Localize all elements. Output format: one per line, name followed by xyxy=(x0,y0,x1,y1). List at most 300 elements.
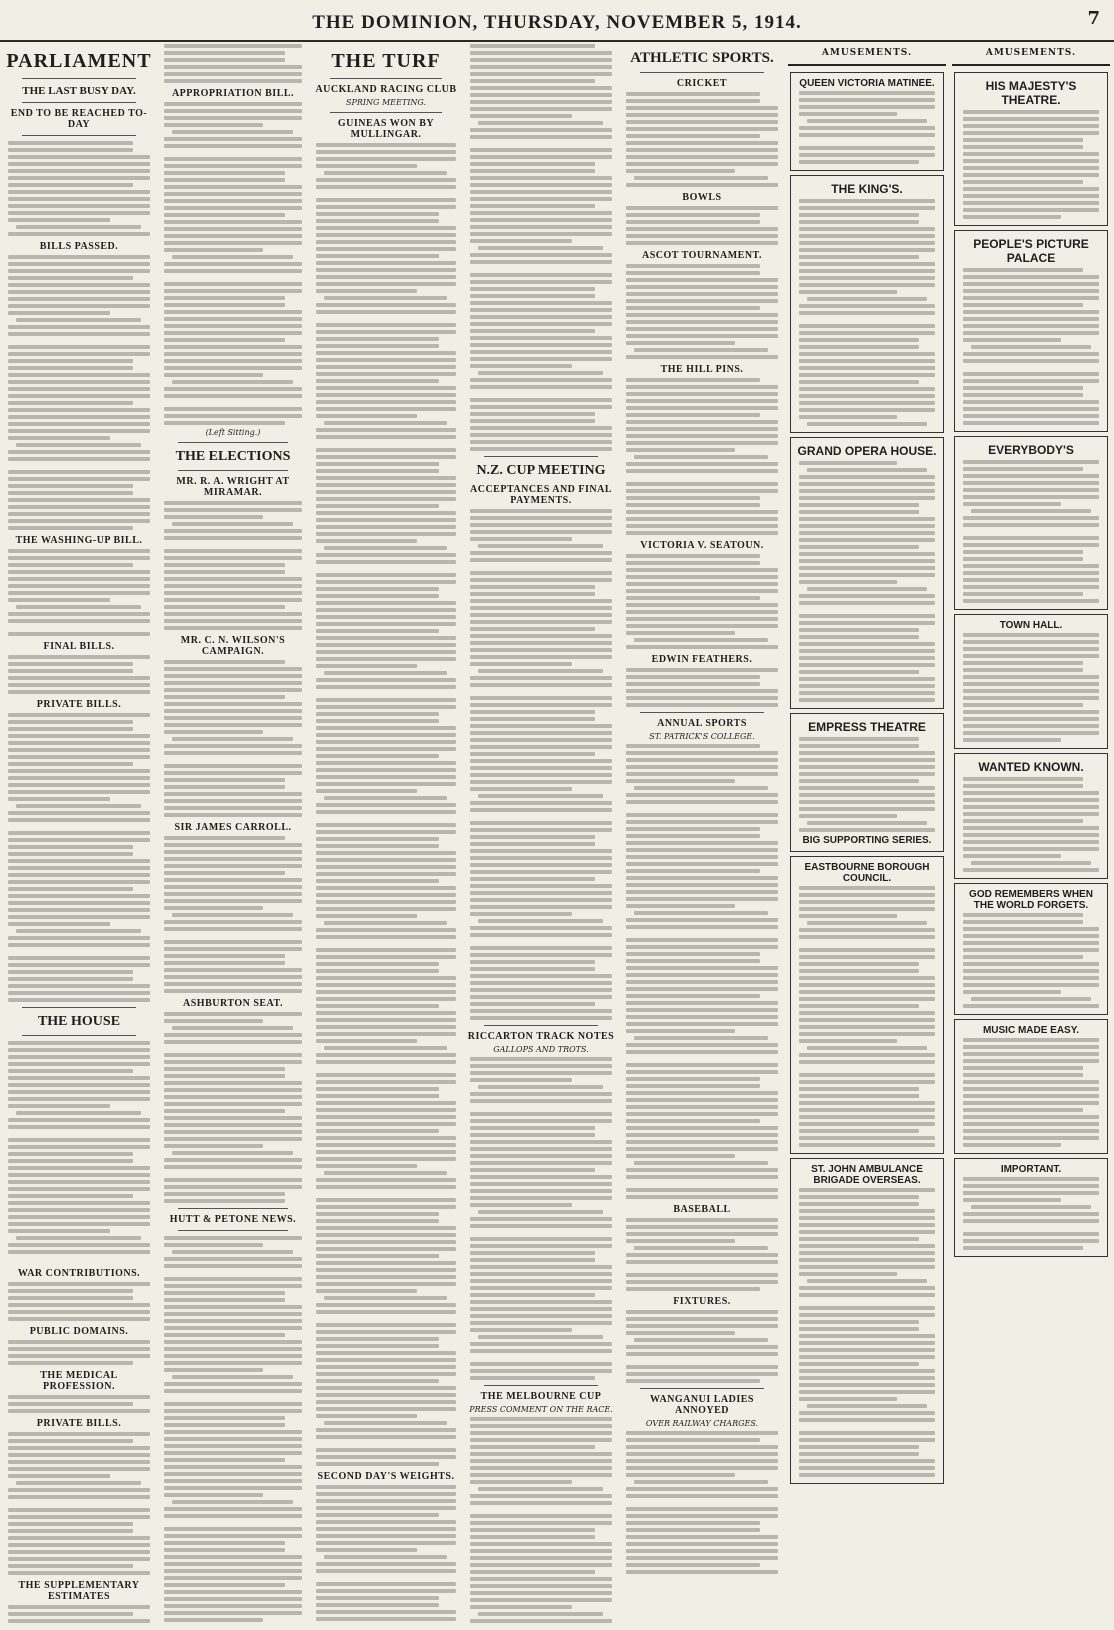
text-line xyxy=(316,1448,456,1452)
text-line xyxy=(799,900,935,904)
text-line xyxy=(164,199,302,203)
text-line xyxy=(626,427,778,431)
text-line xyxy=(316,539,417,543)
text-line xyxy=(164,1312,302,1316)
text-line xyxy=(626,531,778,535)
text-line xyxy=(963,138,1083,142)
text-line xyxy=(164,723,302,727)
text-line xyxy=(316,185,456,189)
text-line xyxy=(470,613,612,617)
text-line xyxy=(316,1178,456,1182)
text-line xyxy=(8,1048,150,1052)
subheading: GALLOPS AND TROTS. xyxy=(493,1045,589,1054)
text-line xyxy=(470,1328,572,1332)
text-line xyxy=(626,1175,778,1179)
text-line xyxy=(470,530,612,534)
text-line xyxy=(8,713,150,717)
text-line xyxy=(316,1379,439,1383)
text-line xyxy=(8,141,133,145)
text-line xyxy=(470,1362,612,1366)
article-heading: BOWLS xyxy=(682,192,722,203)
text-line xyxy=(799,969,919,973)
text-line xyxy=(799,1258,935,1262)
text-line xyxy=(316,643,456,647)
text-line xyxy=(316,504,439,508)
text-line xyxy=(164,1402,302,1406)
text-line xyxy=(963,194,1099,198)
text-line xyxy=(626,1310,778,1314)
text-line xyxy=(626,1273,778,1277)
text-line xyxy=(626,1140,778,1144)
text-line xyxy=(626,834,760,838)
subheading: OVER RAILWAY CHARGES. xyxy=(645,1419,759,1428)
text-line xyxy=(164,137,302,141)
text-line xyxy=(963,208,1099,212)
text-line xyxy=(8,1508,150,1512)
text-line xyxy=(316,685,456,689)
text-line xyxy=(470,585,595,589)
text-line xyxy=(478,1612,603,1616)
text-line xyxy=(316,1506,456,1510)
text-line xyxy=(316,754,439,758)
text-line xyxy=(316,344,439,348)
text-line xyxy=(164,570,285,574)
text-line xyxy=(626,1556,778,1560)
text-line xyxy=(799,290,897,294)
text-line xyxy=(16,443,141,447)
text-line xyxy=(316,1596,439,1600)
text-line xyxy=(8,1173,150,1177)
text-line xyxy=(470,1556,612,1560)
text-line xyxy=(799,146,935,150)
text-line xyxy=(8,332,150,336)
text-line xyxy=(470,1147,612,1151)
text-line xyxy=(470,190,612,194)
text-line xyxy=(8,505,150,509)
text-line xyxy=(626,271,760,275)
text-line xyxy=(626,1431,778,1435)
text-line xyxy=(164,899,302,903)
text-line xyxy=(164,1123,302,1127)
text-line xyxy=(634,1036,768,1040)
text-line xyxy=(470,1452,612,1456)
text-line xyxy=(164,338,285,342)
text-line xyxy=(316,310,456,314)
text-line xyxy=(799,311,935,315)
text-line xyxy=(164,185,302,189)
text-line xyxy=(470,280,612,284)
text-line xyxy=(626,841,778,845)
text-line xyxy=(8,1347,150,1351)
subheading: PRESS COMMENT ON THE RACE. xyxy=(469,1405,613,1414)
text-line xyxy=(164,345,302,349)
text-line xyxy=(316,143,456,147)
text-line xyxy=(799,997,935,1001)
text-line xyxy=(164,1486,302,1490)
text-line xyxy=(8,1619,150,1623)
text-line xyxy=(8,1138,150,1142)
text-line xyxy=(799,962,919,966)
text-line xyxy=(8,1118,150,1122)
text-line xyxy=(799,408,935,412)
text-line xyxy=(626,355,778,359)
text-line xyxy=(164,394,302,398)
text-line xyxy=(799,1230,935,1234)
text-line xyxy=(626,99,760,103)
text-line xyxy=(626,862,778,866)
text-line xyxy=(626,1022,778,1026)
text-line xyxy=(8,1152,133,1156)
text-line xyxy=(963,543,1099,547)
text-line xyxy=(164,619,302,623)
text-line xyxy=(963,124,1099,128)
text-line xyxy=(799,531,935,535)
text-line xyxy=(316,1185,456,1189)
text-line xyxy=(963,668,1083,672)
article-heading: PRIVATE BILLS. xyxy=(36,1418,122,1429)
text-line xyxy=(164,792,302,796)
text-line xyxy=(470,523,612,527)
advertisement xyxy=(790,437,944,709)
advertisement xyxy=(954,753,1108,879)
text-line xyxy=(470,1619,612,1623)
text-line xyxy=(963,731,1099,735)
text-line xyxy=(324,796,447,800)
text-line xyxy=(164,51,285,55)
text-line xyxy=(799,976,935,980)
text-line xyxy=(316,351,456,355)
text-line xyxy=(626,1352,778,1356)
text-line xyxy=(316,990,456,994)
text-line xyxy=(8,218,110,222)
text-line xyxy=(316,698,456,702)
text-line xyxy=(8,1180,150,1184)
text-line xyxy=(963,1129,1099,1133)
text-line xyxy=(164,598,302,602)
text-line xyxy=(799,928,935,932)
text-line xyxy=(8,734,150,738)
text-line xyxy=(8,998,150,1002)
text-line xyxy=(316,1143,456,1147)
text-line xyxy=(316,1018,456,1022)
text-line xyxy=(799,1362,919,1366)
text-line xyxy=(470,898,612,902)
text-line xyxy=(8,866,150,870)
text-line xyxy=(316,872,456,876)
text-line xyxy=(8,632,150,636)
text-line xyxy=(164,508,302,512)
text-line xyxy=(963,578,1099,582)
text-line xyxy=(164,940,302,944)
text-line xyxy=(470,378,612,382)
text-line xyxy=(8,1340,150,1344)
advertisement xyxy=(954,614,1108,749)
text-line xyxy=(799,1397,897,1401)
text-line xyxy=(626,765,778,769)
text-line xyxy=(470,849,612,853)
text-line xyxy=(470,176,612,180)
text-line xyxy=(8,1229,110,1233)
text-line xyxy=(799,983,935,987)
text-line xyxy=(799,394,935,398)
text-line xyxy=(799,566,935,570)
text-line xyxy=(164,262,302,266)
text-line xyxy=(8,762,133,766)
text-line xyxy=(470,1369,612,1373)
text-line xyxy=(164,1109,285,1113)
text-line xyxy=(470,65,612,69)
text-line xyxy=(164,1590,302,1594)
text-line xyxy=(626,624,778,628)
article-heading: MR. R. A. WRIGHT AT MIRAMAR. xyxy=(176,476,290,498)
text-line xyxy=(8,1515,150,1519)
text-line xyxy=(8,512,150,516)
text-line xyxy=(8,838,150,842)
text-line xyxy=(799,1265,935,1269)
text-line xyxy=(164,1437,302,1441)
text-line xyxy=(316,1492,456,1496)
text-line xyxy=(799,628,919,632)
text-line xyxy=(316,789,417,793)
text-line xyxy=(8,748,150,752)
text-line xyxy=(799,635,919,639)
text-line xyxy=(626,568,778,572)
text-line xyxy=(963,1177,1099,1181)
text-line xyxy=(626,1084,760,1088)
text-line xyxy=(799,482,935,486)
text-line xyxy=(626,793,778,797)
text-line xyxy=(164,864,302,868)
text-line xyxy=(164,1144,263,1148)
text-line xyxy=(626,617,778,621)
text-line xyxy=(799,663,935,667)
text-line xyxy=(626,482,778,486)
subheading: END TO BE REACHED TO-DAY xyxy=(10,108,148,130)
text-line xyxy=(316,650,456,654)
text-line xyxy=(164,1527,302,1531)
text-line xyxy=(799,1053,935,1057)
text-line xyxy=(799,1122,935,1126)
text-line xyxy=(963,421,1099,425)
text-line xyxy=(8,491,133,495)
text-line xyxy=(470,627,595,631)
text-line xyxy=(626,554,760,558)
text-line xyxy=(316,1400,456,1404)
text-line xyxy=(626,675,760,679)
advertisement xyxy=(954,72,1108,226)
article-heading: ANNUAL SPORTS xyxy=(657,718,747,729)
text-line xyxy=(316,1303,456,1307)
text-line xyxy=(8,690,150,694)
subheading: AUCKLAND RACING CLUB xyxy=(315,84,457,95)
text-line xyxy=(164,352,302,356)
text-line xyxy=(470,385,612,389)
text-line xyxy=(799,1438,935,1442)
text-line xyxy=(316,615,456,619)
text-line xyxy=(316,1520,456,1524)
column-politics xyxy=(160,44,306,1624)
text-line xyxy=(316,622,456,626)
text-line xyxy=(963,159,1099,163)
text-line xyxy=(8,1243,150,1247)
text-line xyxy=(470,1376,595,1380)
text-line xyxy=(799,401,935,405)
text-line xyxy=(470,662,572,666)
article-heading: SECOND DAY'S WEIGHTS. xyxy=(317,1471,455,1482)
text-line xyxy=(799,955,935,959)
text-line xyxy=(626,285,778,289)
text-line xyxy=(316,323,456,327)
text-line xyxy=(164,1033,302,1037)
text-line xyxy=(626,406,778,410)
text-line xyxy=(164,850,302,854)
text-line xyxy=(470,1258,595,1262)
text-line xyxy=(470,1286,612,1290)
text-line xyxy=(470,1349,612,1353)
text-line xyxy=(8,366,133,370)
text-line xyxy=(172,1375,293,1379)
text-line xyxy=(164,1555,302,1559)
text-line xyxy=(799,227,935,231)
text-line xyxy=(626,448,735,452)
text-line xyxy=(8,1571,150,1575)
text-line xyxy=(316,830,456,834)
text-line xyxy=(799,1369,935,1373)
text-line xyxy=(963,962,1099,966)
text-line xyxy=(470,51,612,55)
text-line xyxy=(8,1557,150,1561)
text-line xyxy=(478,794,603,798)
text-line xyxy=(164,1361,302,1365)
text-line xyxy=(799,510,919,514)
text-line xyxy=(963,696,1099,700)
text-line xyxy=(963,941,1099,945)
text-line xyxy=(470,1424,612,1428)
text-line xyxy=(316,1589,456,1593)
text-line xyxy=(316,448,456,452)
text-line xyxy=(963,777,1083,781)
text-line xyxy=(470,1272,612,1276)
text-line xyxy=(963,927,1099,931)
text-line xyxy=(963,955,1083,959)
text-line xyxy=(626,206,778,210)
text-line xyxy=(799,948,935,952)
text-line xyxy=(799,475,935,479)
text-line xyxy=(316,775,456,779)
text-line xyxy=(963,400,1099,404)
text-line xyxy=(626,589,778,593)
text-line xyxy=(8,776,150,780)
text-line xyxy=(470,981,612,985)
text-line xyxy=(807,1046,927,1050)
text-line xyxy=(8,970,133,974)
text-line xyxy=(470,926,612,930)
text-line xyxy=(8,1495,150,1499)
text-line xyxy=(470,960,595,964)
text-line xyxy=(799,220,919,224)
text-line xyxy=(470,1078,572,1082)
text-line xyxy=(8,1041,150,1045)
text-line xyxy=(799,387,935,391)
text-line xyxy=(799,352,935,356)
text-line xyxy=(8,887,133,891)
text-line xyxy=(799,691,935,695)
text-line xyxy=(626,772,778,776)
advertisement xyxy=(954,230,1108,432)
text-line xyxy=(470,1016,612,1020)
text-line xyxy=(164,1088,302,1092)
text-line xyxy=(164,248,263,252)
text-line xyxy=(807,468,927,472)
text-line xyxy=(164,878,302,882)
text-line xyxy=(799,698,935,702)
text-line xyxy=(316,164,417,168)
text-line xyxy=(963,717,1099,721)
text-line xyxy=(164,164,302,168)
text-line xyxy=(470,232,612,236)
text-line xyxy=(470,183,612,187)
text-line xyxy=(626,1260,778,1264)
text-line xyxy=(8,683,150,687)
text-line xyxy=(470,253,612,257)
text-line xyxy=(963,550,1083,554)
text-line xyxy=(963,948,1099,952)
text-line xyxy=(8,380,150,384)
text-line xyxy=(478,246,603,250)
text-line xyxy=(324,1046,447,1050)
text-line xyxy=(799,199,935,203)
text-line xyxy=(8,276,133,280)
text-line xyxy=(8,1460,150,1464)
text-line xyxy=(470,405,612,409)
text-line xyxy=(799,489,935,493)
text-line xyxy=(164,317,302,321)
text-line xyxy=(316,837,439,841)
column-amusements-2 xyxy=(952,44,1110,1624)
text-line xyxy=(626,1563,760,1567)
text-line xyxy=(470,1133,595,1137)
text-line xyxy=(316,1268,456,1272)
text-line xyxy=(626,1063,778,1067)
text-line xyxy=(963,1212,1099,1216)
text-line xyxy=(799,1188,935,1192)
text-line xyxy=(626,148,778,152)
text-line xyxy=(470,1549,612,1553)
text-line xyxy=(963,710,1099,714)
text-line xyxy=(316,150,456,154)
text-line xyxy=(963,599,1099,603)
text-line xyxy=(316,823,456,827)
text-line xyxy=(164,1423,285,1427)
text-line xyxy=(963,868,1099,872)
text-line xyxy=(316,1582,456,1586)
text-line xyxy=(316,1129,439,1133)
text-line xyxy=(8,211,150,215)
text-line xyxy=(470,551,612,555)
text-line xyxy=(626,582,778,586)
subheading: SPRING MEETING. xyxy=(346,98,426,107)
text-line xyxy=(316,1087,439,1091)
text-line xyxy=(164,730,263,734)
text-line xyxy=(626,341,735,345)
text-line xyxy=(799,276,935,280)
text-line xyxy=(470,1591,612,1595)
text-line xyxy=(799,814,897,818)
text-line xyxy=(626,264,760,268)
text-line xyxy=(634,1246,768,1250)
text-line xyxy=(963,585,1099,589)
text-line xyxy=(799,105,935,109)
